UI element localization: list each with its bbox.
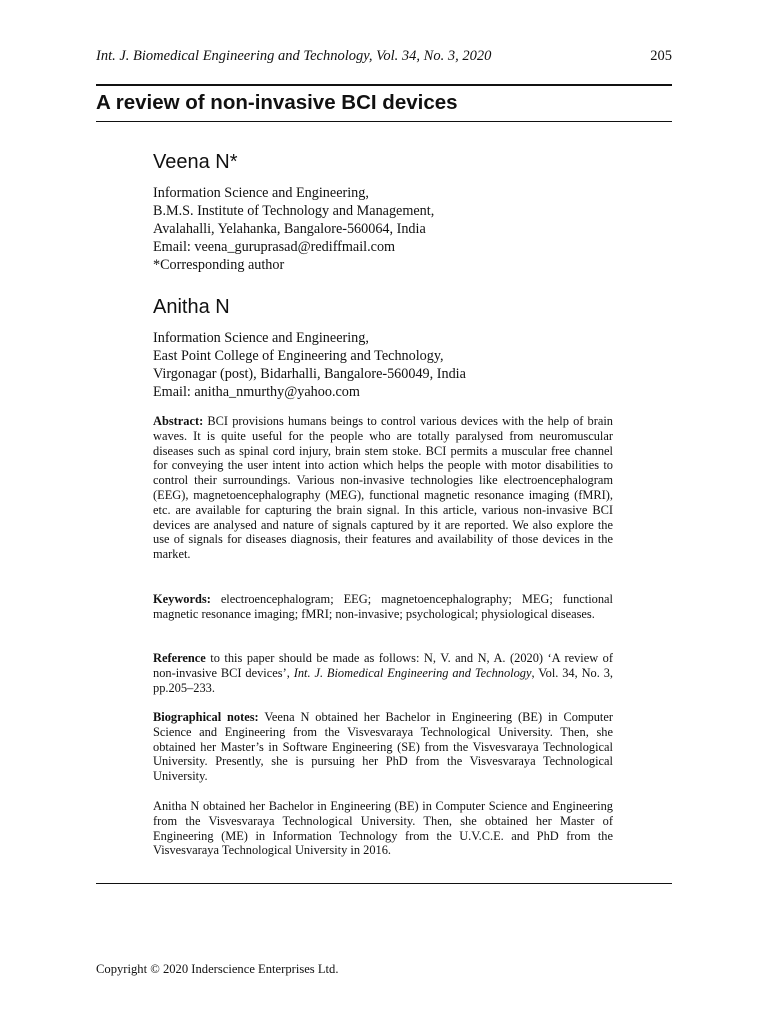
title-rule: [96, 121, 672, 122]
affiliation-line: Information Science and Engineering,: [153, 185, 369, 201]
abstract-label: Abstract:: [153, 414, 204, 428]
copyright-notice: Copyright © 2020 Inderscience Enterprises Ltd.: [96, 962, 339, 976]
reference-journal: Int. J. Biomedical Engineering and Technology: [293, 665, 532, 680]
author-email: Email: anitha_nmurthy@yahoo.com: [153, 384, 360, 400]
biographical-notes-text: Veena N obtained her Bachelor in Engineering (BE) in Computer Science and Engineering from the Visvesvaraya Technological University. Then, she obtained her Master’s in Software Engineering (SE) from the Visvesvaraya Technological University. Presently, she is pursuing her PhD from the Visvesvaraya Technological University.: [153, 710, 613, 784]
abstract-text: BCI provisions humans beings to control various devices with the help of brain waves. It is quite useful for the people who are totally paralysed from neuromuscular diseases such as spinal cord injury, brain stem stoke. BCI permits a muscular free channel for conveying the user intent into action which helps the people with motor disabilities to control their surroundings. Various non-invasive technologies like electroencephalogram (EEG), magnetoencephalography (MEG), functional magnetic resonance imaging (fMRI), etc. are available for capturing the brain signal. In this article, various non-invasive BCI devices are analysed and nature of signals captured by it are reported. We also explore the use of signals for diseases diagnosis, their features and availability of those devices in the market.: [153, 414, 613, 562]
reference-text: to this paper should be made as follows: N, V. and N, A. (2020) ‘A review of non-invasive BCI devices’,: [153, 651, 613, 680]
biographical-notes-second: [153, 799, 613, 858]
reference-label: Reference: [153, 651, 206, 665]
author-name-2: Anitha N: [153, 296, 230, 318]
keywords-label: Keywords:: [153, 592, 211, 606]
page-number: 205: [650, 48, 672, 64]
article-title: A review of non-invasive BCI devices: [96, 91, 458, 114]
abstract: [153, 414, 613, 562]
biographical-notes-label: Biographical notes:: [153, 710, 259, 724]
affiliation-line: Information Science and Engineering,: [153, 330, 369, 346]
author-affiliation-2: [153, 329, 623, 401]
affiliation-line: Virgonagar (post), Bidarhalli, Bangalore-560049, India: [153, 366, 466, 382]
author-email: Email: veena_guruprasad@rediffmail.com: [153, 239, 396, 255]
journal-citation: Int. J. Biomedical Engineering and Technology, Vol. 34, No. 3, 2020: [96, 48, 492, 64]
author-affiliation-1: [153, 184, 623, 274]
affiliation-line: Avalahalli, Yelahanka, Bangalore-560064, India: [153, 221, 426, 237]
affiliation-line: B.M.S. Institute of Technology and Management,: [153, 203, 435, 219]
top-rule: [96, 84, 672, 86]
author-name-1: Veena N*: [153, 151, 238, 173]
keywords: [153, 592, 613, 622]
affiliation-line: East Point College of Engineering and Technology,: [153, 348, 444, 364]
running-head: [96, 47, 672, 65]
corresponding-author-note: *Corresponding author: [153, 257, 285, 273]
reference: [153, 651, 613, 695]
reference-volume: , Vol. 34, No. 3, pp.205–233.: [153, 665, 614, 695]
biographical-notes: [153, 710, 613, 784]
biographical-notes-second-text: Anitha N obtained her Bachelor in Engineering (BE) in Computer Science and Engineering from the Visvesvaraya Technological University. Then, she obtained her Master of Engineering (ME) in Information Technology from the U.V.C.E. and PhD from the Visvesvaraya Technological University in 2016.: [153, 799, 613, 858]
keywords-text: electroencephalogram; EEG; magnetoencephalography; MEG; functional magnetic resonance imaging; fMRI; non-invasive; psychological; physiological diseases.: [153, 592, 613, 621]
bottom-rule: [96, 883, 672, 884]
